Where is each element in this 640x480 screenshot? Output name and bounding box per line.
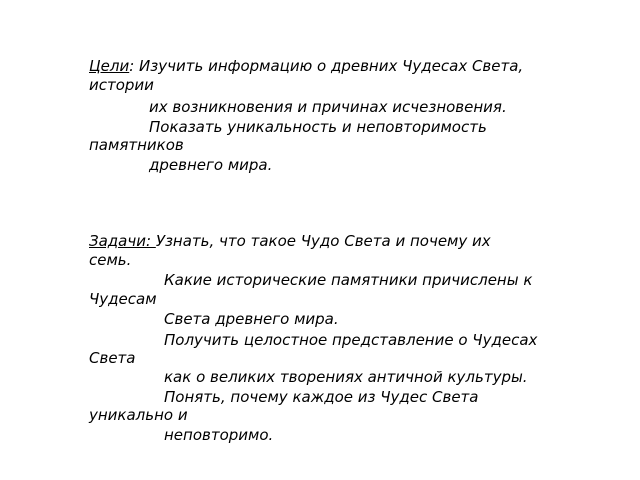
goals-line-6: древнего мира. — [149, 156, 273, 174]
goals-line-1 — [89, 57, 523, 75]
goals-text-1: : Изучить информацию о древних Чудесах Света, — [129, 57, 524, 75]
tasks-line-7: Света — [89, 349, 136, 367]
goals-line-4: Показать уникальность и неповторимость — [149, 118, 487, 136]
tasks-label: Задачи: — [89, 232, 156, 250]
tasks-text-1: Узнать, что такое Чудо Света и почему их — [155, 232, 491, 250]
tasks-line-10: уникально и — [89, 406, 188, 424]
tasks-line-4: Чудесам — [89, 290, 157, 308]
goals-line-5: памятников — [89, 136, 184, 154]
tasks-line-6: Получить целостное представление о Чудесах — [164, 331, 538, 349]
tasks-line-11: неповторимо. — [164, 426, 274, 444]
tasks-line-8: как о великих творениях античной культуры. — [164, 368, 528, 386]
goals-line-2: истории — [89, 76, 154, 94]
goals-line-3: их возникновения и причинах исчезновения. — [149, 98, 507, 116]
tasks-line-3: Какие исторические памятники причислены к — [164, 271, 533, 289]
goals-label: Цели — [89, 57, 130, 75]
tasks-line-2: семь. — [89, 251, 132, 269]
tasks-line-1 — [89, 232, 491, 250]
tasks-line-9: Понять, почему каждое из Чудес Света — [164, 388, 479, 406]
tasks-line-5: Света древнего мира. — [164, 310, 339, 328]
